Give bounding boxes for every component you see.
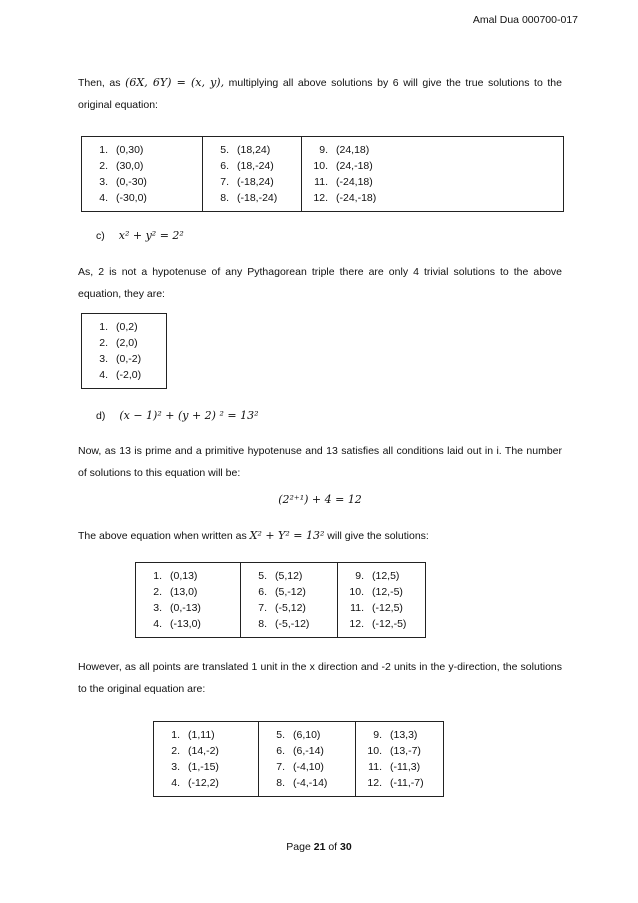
paragraph-rewrite (78, 525, 562, 547)
table-column (338, 563, 426, 638)
list-item (356, 759, 435, 775)
list-item-number: 5. (276, 729, 285, 741)
list-item (136, 616, 232, 632)
solutions-table-4 (153, 721, 444, 797)
list-item-number: 10. (349, 586, 364, 598)
table-column (82, 137, 203, 212)
list-item-number: 2. (171, 745, 180, 757)
list-item-value: (0,13) (170, 570, 198, 582)
list-item-number: 2. (99, 337, 108, 349)
list-item (259, 743, 347, 759)
list-item-value: (13,3) (390, 729, 418, 741)
list-item (302, 158, 555, 174)
list-item-value: (-12,5) (372, 602, 403, 614)
list-item-number: 11. (314, 176, 328, 188)
list-item-value: (-30,0) (116, 192, 147, 204)
list-item-number: 10. (313, 160, 328, 172)
list-item-number: 6. (276, 745, 285, 757)
part-c-equation: x² + y² = 2² (118, 229, 184, 242)
list-item (136, 584, 232, 600)
list-item-number: 9. (319, 144, 328, 156)
paragraph-translation: However, as all points are translated 1 unit in the x direction and -2 units in the y-direction, the solutions to the original equation are: (78, 661, 562, 695)
list-item-value: (6,10) (293, 729, 321, 741)
list-item-value: (5,12) (275, 570, 303, 582)
paragraph-intro-pre: Then, as (78, 77, 126, 89)
list-item (203, 158, 293, 174)
list-item-value: (0,2) (116, 321, 138, 333)
list-item (241, 584, 329, 600)
list-item-value: (-11,3) (390, 761, 421, 773)
table-column (259, 722, 356, 797)
list-item (82, 190, 194, 206)
list-item-value: (-18,24) (237, 176, 274, 188)
list-item-number: 5. (220, 144, 229, 156)
list-item-value: (12,-5) (372, 586, 403, 598)
list-item-number: 4. (99, 369, 108, 381)
list-item-value: (-24,18) (336, 176, 373, 188)
list-item (203, 142, 293, 158)
paragraph-intro (78, 72, 562, 116)
list-item-value: (18,24) (237, 144, 271, 156)
list-item-value: (-5,-12) (275, 618, 310, 630)
list-item-value: (-18,-24) (237, 192, 278, 204)
paragraph-prime: Now, as 13 is prime and a primitive hypotenuse and 13 satisfies all conditions laid out in i. The number of solutions to this equation will be: (78, 445, 562, 479)
table-column (356, 722, 444, 797)
table-column (136, 563, 241, 638)
list-item (154, 759, 250, 775)
solutions-table-3 (135, 562, 426, 638)
list-item-number: 3. (153, 602, 162, 614)
list-item-value: (5,-12) (275, 586, 306, 598)
list-item-value: (14,-2) (188, 745, 219, 757)
list-item-number: 11. (350, 602, 364, 614)
list-item-value: (0,-2) (116, 353, 142, 365)
list-item-number: 7. (220, 176, 229, 188)
list-item (203, 174, 293, 190)
list-item-value: (0,-30) (116, 176, 147, 188)
list-item (82, 174, 194, 190)
list-item (241, 568, 329, 584)
list-item (356, 727, 435, 743)
solutions-table-1 (81, 136, 564, 212)
list-item-number: 9. (373, 729, 382, 741)
list-item-value: (-12,-5) (372, 618, 407, 630)
list-item-value: (6,-14) (293, 745, 324, 757)
list-item-number: 7. (258, 602, 267, 614)
table-column (154, 722, 259, 797)
list-item-value: (24,-18) (336, 160, 373, 172)
list-item-number: 12. (367, 777, 382, 789)
list-item (136, 568, 232, 584)
table-column (241, 563, 338, 638)
list-item (241, 616, 329, 632)
list-item-value: (13,-7) (390, 745, 421, 757)
paragraph-rewrite-pre: The above equation when written as (78, 530, 250, 542)
list-item (82, 367, 158, 383)
list-item-number: 9. (355, 570, 364, 582)
list-item (302, 174, 555, 190)
list-item (338, 616, 417, 632)
part-c (96, 229, 184, 242)
list-item-number: 12. (349, 618, 364, 630)
list-item (82, 142, 194, 158)
list-item-value: (0,-13) (170, 602, 201, 614)
list-item (356, 743, 435, 759)
list-item-number: 6. (258, 586, 267, 598)
list-item (82, 351, 158, 367)
list-item-value: (-4,10) (293, 761, 324, 773)
list-item-number: 12. (313, 192, 328, 204)
footer-middle: of (325, 841, 341, 853)
list-item (203, 190, 293, 206)
page-header: Amal Dua 000700-017 (472, 14, 578, 26)
list-item-value: (13,0) (170, 586, 198, 598)
list-item (259, 727, 347, 743)
list-item (356, 775, 435, 791)
list-item-number: 8. (220, 192, 229, 204)
list-item (338, 568, 417, 584)
list-item-number: 3. (171, 761, 180, 773)
list-item-number: 4. (171, 777, 180, 789)
list-item-number: 1. (99, 321, 108, 333)
list-item-number: 3. (99, 176, 108, 188)
list-item-number: 2. (153, 586, 162, 598)
list-item-value: (-13,0) (170, 618, 201, 630)
page-footer (0, 841, 638, 853)
list-item-value: (2,0) (116, 337, 138, 349)
list-item-value: (1,-15) (188, 761, 219, 773)
list-item-number: 6. (220, 160, 229, 172)
list-item (82, 319, 158, 335)
list-item (241, 600, 329, 616)
list-item (338, 600, 417, 616)
part-d-equation: (x − 1)² + (y + 2) ² = 13² (119, 409, 259, 422)
list-item-value: (24,18) (336, 144, 370, 156)
footer-prefix: Page (286, 841, 314, 853)
list-item-number: 4. (99, 192, 108, 204)
list-item-value: (1,11) (188, 729, 215, 741)
list-item (259, 759, 347, 775)
list-item-number: 1. (153, 570, 162, 582)
list-item-number: 3. (99, 353, 108, 365)
part-d (96, 409, 259, 422)
list-item (302, 190, 555, 206)
paragraph-intro-post: multiplying all above solutions by 6 will give the true solutions to the original equation: (78, 77, 562, 111)
table-column (302, 137, 564, 212)
paragraph-trivial: As, 2 is not a hypotenuse of any Pythagorean triple there are only 4 trivial solutions to the above equation, they are: (78, 266, 562, 300)
paragraph-rewrite-math: X² + Y² = 13² (249, 529, 325, 542)
count-formula: (2²⁺¹) + 4 = 12 (278, 493, 362, 506)
list-item-value: (18,-24) (237, 160, 274, 172)
list-item-value: (12,5) (372, 570, 400, 582)
list-item-number: 8. (258, 618, 267, 630)
list-item (259, 775, 347, 791)
paragraph-intro-math: (6X, 6Y) = (x, y), (125, 76, 225, 89)
list-item-number: 4. (153, 618, 162, 630)
list-item (154, 727, 250, 743)
part-c-label: c) (96, 230, 105, 242)
list-item-value: (0,30) (116, 144, 144, 156)
list-item-number: 2. (99, 160, 108, 172)
list-item-number: 5. (258, 570, 267, 582)
list-item-value: (-5,12) (275, 602, 306, 614)
list-item-number: 8. (276, 777, 285, 789)
list-item-number: 1. (99, 144, 108, 156)
list-item (82, 158, 194, 174)
list-item (136, 600, 232, 616)
list-item-value: (-24,-18) (336, 192, 377, 204)
footer-page-number: 21 (313, 841, 326, 853)
list-item-value: (30,0) (116, 160, 144, 172)
list-item (154, 743, 250, 759)
list-item-number: 10. (367, 745, 382, 757)
list-item-value: (-2,0) (116, 369, 142, 381)
part-d-label: d) (96, 410, 106, 422)
solutions-table-2 (81, 313, 167, 389)
table-column (82, 314, 167, 389)
list-item-value: (-12,2) (188, 777, 219, 789)
list-item-number: 7. (276, 761, 285, 773)
list-item (302, 142, 555, 158)
list-item-number: 11. (368, 761, 382, 773)
paragraph-rewrite-post: will give the solutions: (324, 530, 429, 542)
list-item-value: (-4,-14) (293, 777, 328, 789)
list-item (82, 335, 158, 351)
footer-page-total: 30 (340, 841, 352, 853)
table-column (203, 137, 302, 212)
list-item (338, 584, 417, 600)
list-item-value: (-11,-7) (390, 777, 424, 789)
list-item (154, 775, 250, 791)
list-item-number: 1. (171, 729, 180, 741)
